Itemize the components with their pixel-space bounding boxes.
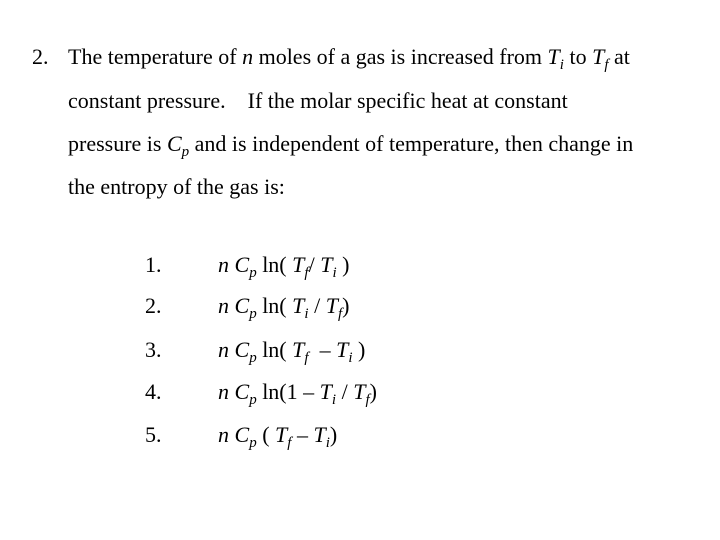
question-text: the entropy of the gas is: [68, 174, 285, 199]
question-line-3 [68, 131, 634, 160]
expr-text: ) [336, 252, 350, 277]
variable-n: n [218, 252, 229, 277]
option-expression [218, 293, 350, 322]
question-line-4 [68, 174, 285, 200]
variable-n: n [218, 337, 229, 362]
expr-text: ) [329, 422, 338, 447]
question-text: and is independent of temperature, then change in [189, 131, 634, 156]
subscript: f [365, 392, 370, 408]
variable-C: C [234, 422, 250, 447]
variable-C: C [234, 293, 250, 318]
subscript-p: p [249, 306, 257, 322]
subscript: f [337, 306, 343, 322]
question-text: pressure is [68, 131, 167, 156]
subscript: i [331, 392, 337, 408]
subscript: f [304, 265, 309, 281]
question-text: The temperature of [68, 44, 243, 69]
option-expression [218, 337, 366, 366]
expr-text: / [308, 252, 321, 277]
subscript: i [332, 265, 337, 281]
option-expression [218, 379, 377, 408]
variable-T: T [292, 252, 305, 277]
expr-text: ) [369, 379, 377, 404]
subscript: f [287, 435, 292, 451]
variable-T: T [547, 44, 560, 69]
expr-text: ln(1 – [256, 379, 320, 404]
subscript-f: f [604, 57, 609, 73]
subscript: i [304, 306, 309, 322]
subscript: f [304, 350, 309, 366]
variable-C: C [166, 131, 182, 156]
question-text: moles of a gas is increased from [253, 44, 548, 69]
expr-text: / [308, 293, 326, 318]
variable-T: T [336, 337, 349, 362]
question-text: to [563, 44, 593, 69]
expr-text: ln( [256, 252, 293, 277]
variable-T: T [325, 293, 338, 318]
question-text: at [608, 44, 630, 69]
variable-T: T [353, 379, 366, 404]
variable-n: n [218, 293, 229, 318]
option-number: 3. [145, 337, 162, 362]
option-number: 2. [145, 293, 162, 318]
subscript-i: i [559, 57, 564, 73]
option-number: 4. [145, 379, 162, 404]
question-line-1 [68, 44, 630, 73]
question-text: If the molar specific heat at constant [247, 88, 568, 113]
expr-text: ln( [256, 337, 293, 362]
expr-text: ( [256, 422, 276, 447]
variable-T: T [292, 293, 305, 318]
subscript: i [348, 350, 353, 366]
option-expression [218, 422, 338, 451]
option-expression [218, 252, 350, 281]
variable-T: T [320, 252, 333, 277]
variable-n: n [218, 379, 229, 404]
variable-n: n [242, 44, 254, 69]
subscript: i [325, 435, 330, 451]
option-number: 5. [145, 422, 162, 447]
expr-text: ln( [256, 293, 293, 318]
expr-text: ) [352, 337, 366, 362]
variable-T: T [592, 44, 605, 69]
variable-n: n [218, 422, 229, 447]
expr-text: – [308, 337, 337, 362]
variable-T: T [319, 379, 332, 404]
subscript-p: p [181, 144, 190, 160]
question-text: constant pressure. [68, 88, 226, 113]
expr-text: ) [342, 293, 350, 318]
expr-text: / [336, 379, 354, 404]
variable-T: T [313, 422, 326, 447]
question-line-2 [68, 88, 568, 114]
variable-C: C [234, 252, 250, 277]
question-number: 2. [32, 44, 49, 69]
subscript-p: p [249, 435, 257, 451]
subscript-p: p [249, 392, 257, 408]
variable-C: C [234, 379, 250, 404]
variable-T: T [275, 422, 288, 447]
option-number: 1. [145, 252, 162, 277]
expr-text: – [291, 422, 314, 447]
subscript-p: p [249, 265, 257, 281]
variable-T: T [292, 337, 305, 362]
variable-C: C [234, 337, 250, 362]
subscript-p: p [249, 350, 257, 366]
